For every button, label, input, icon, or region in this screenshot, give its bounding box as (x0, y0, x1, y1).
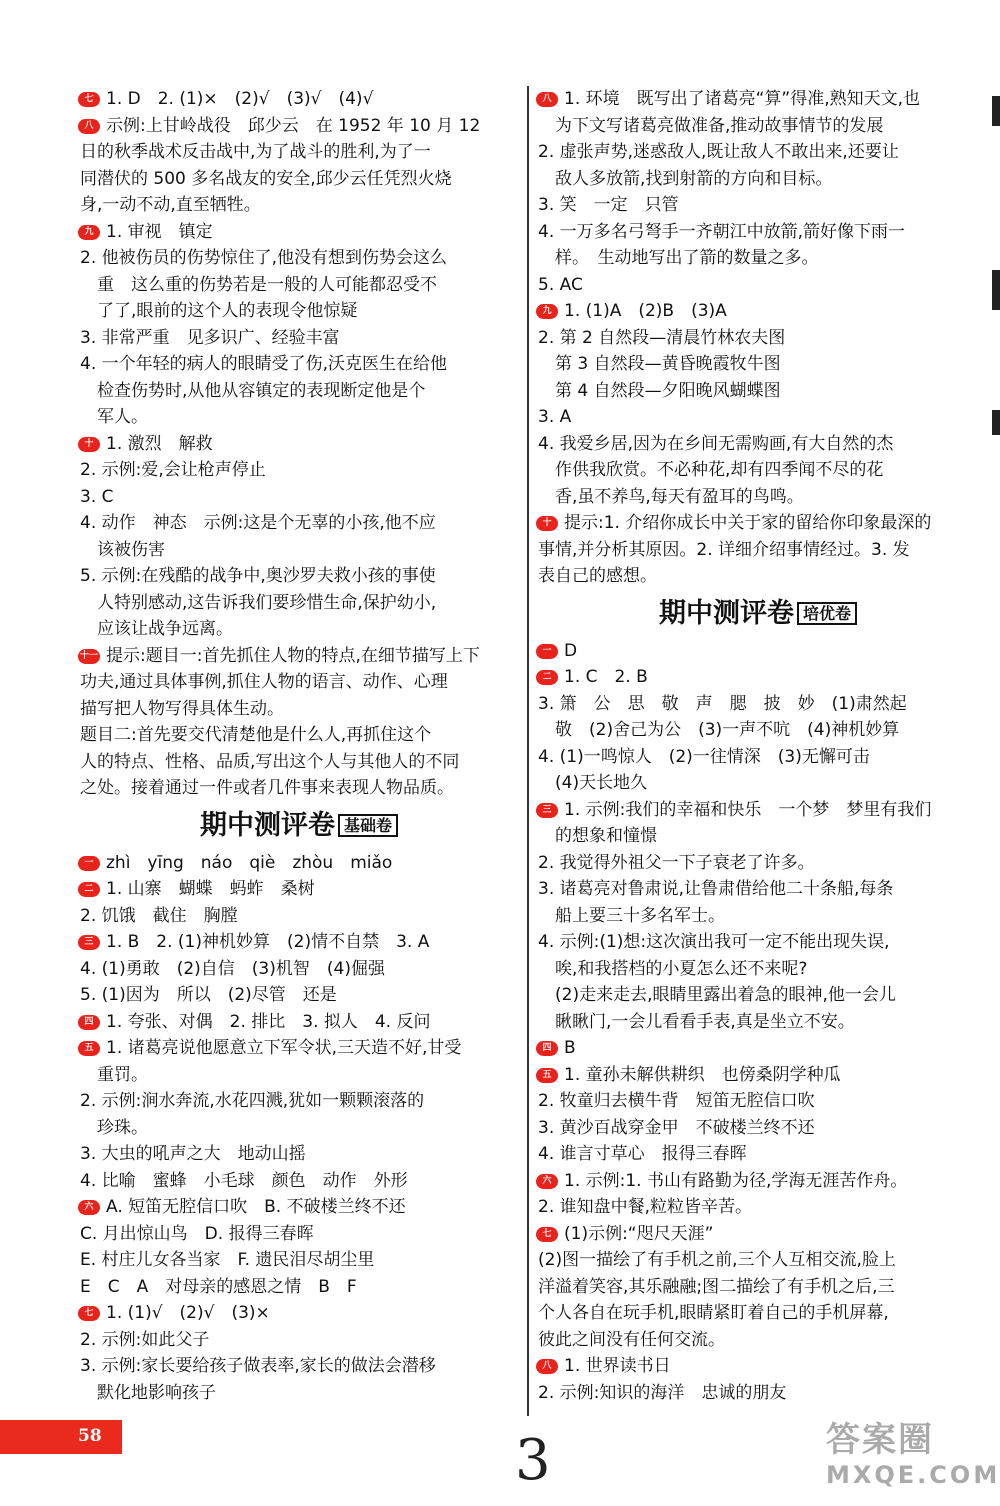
answer-line (80, 1380, 518, 1407)
answer-line (80, 929, 518, 956)
answer-line (80, 1353, 518, 1380)
question-number-badge: 七 (78, 1306, 100, 1321)
answer-line (538, 537, 978, 564)
answer-text: 2. 示例:如此父子 (80, 1329, 210, 1350)
answer-line (80, 245, 518, 272)
answer-text: 4. 示例:(1)想:这次演出我可一定不能出现失误, (538, 932, 890, 952)
answer-text: D (564, 640, 578, 661)
answer-line (80, 431, 518, 458)
answer-line (80, 86, 518, 113)
answer-line (538, 982, 978, 1009)
answer-text: 表自己的感想。 (538, 566, 657, 586)
section-heading (538, 590, 978, 638)
question-number-badge: 二 (78, 882, 100, 897)
answer-text: 船上要三十多名军士。 (538, 905, 725, 926)
answer-text: 1. 山寨 蝴蝶 蚂蚱 桑树 (106, 879, 315, 899)
answer-text: 1. 夸张、对偶 2. 排比 3. 拟人 4. 反问 (106, 1011, 431, 1032)
answer-line (538, 86, 978, 113)
answer-text: 1. D 2. (1)× (2)√ (3)√ (4)√ (106, 89, 374, 109)
answer-line (538, 903, 978, 930)
answer-text: 3. 大虫的吼声之大 地动山摇 (80, 1144, 306, 1164)
answer-line (80, 590, 518, 617)
answer-line (538, 484, 978, 511)
answer-text: 1. 环境 既写出了诸葛亮“算”得准,熟知天文,也 (564, 89, 921, 109)
question-number-badge: 八 (536, 1359, 558, 1374)
answer-line (538, 638, 978, 665)
answer-text: 敬 (2)舍己为公 (3)一声不吭 (4)神机妙算 (538, 720, 900, 740)
answer-text: 香,虽不养鸟,每天有盈耳的鸟鸣。 (538, 486, 804, 507)
answer-text: 5. 示例:在残酷的战争中,奥沙罗夫救小孩的事使 (80, 566, 436, 586)
answer-line (538, 325, 978, 352)
answer-text: 1. 激烈 解救 (106, 433, 213, 454)
answer-text: 1. (1)A (2)B (3)A (564, 301, 727, 321)
answer-text: 3. 示例:家长要给孩子做表率,家长的做法会潜移 (80, 1356, 436, 1376)
answer-text: 5. AC (538, 274, 583, 295)
answer-line (80, 1035, 518, 1062)
answer-text: 为下文写诸葛亮做准备,推动故事情节的发展 (538, 115, 884, 136)
answer-text: 1. 诸葛亮说他愿意立下军令状,三天造不好,甘受 (106, 1038, 462, 1058)
answer-text: 3. 笑 一定 只管 (538, 195, 679, 215)
answer-text: 2. 虚张声势,迷惑敌人,既让敌人不敢出来,还要让 (538, 142, 899, 162)
section-heading-title: 期中测评卷 (199, 809, 335, 841)
answer-line (80, 113, 518, 140)
answer-line (80, 1115, 518, 1142)
page-number: 58 (78, 1426, 102, 1446)
answer-line (80, 1062, 518, 1089)
question-number-badge: 五 (78, 1041, 100, 1056)
question-number-badge: 四 (536, 1041, 558, 1056)
answer-line (80, 616, 518, 643)
answer-text: zhì yīng náo qiè zhòu miǎo (106, 852, 393, 873)
page-number-tab (0, 1420, 122, 1454)
page-edge-mark (992, 410, 1000, 435)
answer-text: 敌人多放箭,找到射箭的方向和目标。 (538, 168, 833, 189)
answer-line (538, 1009, 978, 1036)
answer-line (538, 929, 978, 956)
answer-line (80, 1009, 518, 1036)
answer-line (538, 1035, 978, 1062)
page-edge-mark (992, 96, 1000, 126)
answer-text: 3. C (80, 486, 114, 507)
question-number-badge: 二 (536, 670, 558, 685)
question-number-badge: 八 (78, 119, 100, 134)
answer-line (80, 484, 518, 511)
question-number-badge: 一 (78, 856, 100, 871)
answer-text: 第 3 自然段—黄昏晚霞牧牛图 (538, 354, 781, 374)
watermark-bottom: MXQE.COM (826, 1461, 1000, 1489)
answer-text: (4)天长地久 (538, 773, 648, 793)
answer-text: 检查伤势时,从他从容镇定的表现断定他是个 (80, 380, 426, 401)
watermark-logo (826, 1412, 1000, 1500)
answer-text: 示例:上甘岭战役 邱少云 在 1952 年 10 月 12 (106, 115, 481, 136)
answer-line (538, 457, 978, 484)
answer-line (538, 351, 978, 378)
answer-line (538, 1141, 978, 1168)
answer-text: 同潜伏的 500 多名战友的安全,邱少云任凭烈火烧 (80, 168, 452, 189)
answer-line (80, 166, 518, 193)
left-column (80, 86, 518, 1406)
question-number-badge: 七 (78, 92, 100, 107)
answer-line (80, 669, 518, 696)
answer-line (80, 982, 518, 1009)
answer-text: 唉,和我搭档的小夏怎么还不来呢? (538, 958, 808, 979)
question-number-badge: 六 (78, 1200, 100, 1215)
answer-line (80, 1247, 518, 1274)
question-number-badge: 六 (536, 1174, 558, 1189)
answer-text: 1. 示例:1. 书山有路勤为径,学海无涯苦作舟。 (564, 1170, 908, 1191)
answer-line (538, 563, 978, 590)
answer-text: 第 4 自然段—夕阳晚风蝴蝶图 (538, 380, 781, 401)
answer-line (80, 1300, 518, 1327)
answer-line (80, 1274, 518, 1301)
answer-text: 2. 第 2 自然段—清晨竹林农夫图 (538, 327, 786, 348)
answer-line (538, 1353, 978, 1380)
answer-line (538, 956, 978, 983)
answer-text: (1)示例:“咫尺天涯” (564, 1223, 714, 1244)
answer-text: 提示:题目一:首先抓住人物的特点,在细节描写上下 (106, 645, 480, 666)
answer-line (80, 903, 518, 930)
question-number-badge: 四 (78, 1015, 100, 1030)
answer-text: 功夫,通过具体事例,抓住人物的语言、动作、心理 (80, 672, 448, 692)
answer-text: A. 短笛无腔信口吹 B. 不破楼兰终不还 (106, 1197, 406, 1217)
answer-text: 2. 示例:爱,会让枪声停止 (80, 460, 266, 480)
answer-line (538, 797, 978, 824)
answer-line (538, 1247, 978, 1274)
answer-text: 描写把人物写得具体生动。 (80, 698, 284, 719)
handwritten-mark: 3 (515, 1428, 551, 1493)
answer-line (538, 1168, 978, 1195)
answer-line (538, 431, 978, 458)
question-number-badge: 九 (78, 225, 100, 240)
answer-line (538, 113, 978, 140)
answer-text: 1. 审视 镇定 (106, 221, 213, 242)
answer-line (538, 272, 978, 299)
answer-line (80, 696, 518, 723)
answer-text: 2. 谁知盘中餐,粒粒皆辛苦。 (538, 1197, 753, 1217)
answer-text: 人特别感动,这告诉我们要珍惜生命,保护幼小, (80, 592, 437, 613)
answer-text: 3. A (538, 407, 572, 427)
page-edge-mark (992, 270, 1000, 310)
answer-text: 的想象和憧憬 (538, 826, 657, 846)
answer-line (80, 404, 518, 431)
answer-text: 1. B 2. (1)神机妙算 (2)情不自禁 3. A (106, 932, 430, 952)
question-number-badge: 八 (536, 92, 558, 107)
answer-text: 5. (1)因为 所以 (2)尽管 还是 (80, 985, 337, 1005)
answer-text: 样。 生动地写出了箭的数量之多。 (538, 248, 819, 268)
answer-text: 重 这么重的伤势若是一般的人可能都忍受不 (80, 274, 437, 295)
answer-text: 2. 我觉得外祖父一下子衰老了许多。 (538, 852, 815, 873)
answer-line (538, 298, 978, 325)
answer-text: 1. C 2. B (564, 667, 648, 687)
answer-line (538, 664, 978, 691)
question-number-badge: 十 (78, 437, 100, 452)
question-number-badge: 三 (536, 803, 558, 818)
answer-text: (2)图一描绘了有手机之前,三个人互相交流,脸上 (538, 1250, 896, 1270)
answer-line (538, 510, 978, 537)
answer-line (538, 1088, 978, 1115)
answer-text: 3. 诸葛亮对鲁肃说,让鲁肃借给他二十条船,每条 (538, 879, 894, 899)
answer-line (538, 1194, 978, 1221)
answer-line (538, 166, 978, 193)
answer-line (538, 717, 978, 744)
answer-line (538, 404, 978, 431)
answer-line (80, 219, 518, 246)
answer-text: 提示:1. 介绍你成长中关于家的留给你印象最深的 (564, 513, 932, 533)
answer-text: 1. 示例:我们的幸福和快乐 一个梦 梦里有我们 (564, 799, 932, 820)
answer-line (538, 1327, 978, 1354)
answer-text: C. 月出惊山鸟 D. 报得三春晖 (80, 1223, 314, 1244)
answer-text: 4. (1)勇敢 (2)自信 (3)机智 (4)倔强 (80, 958, 385, 979)
answer-line (538, 378, 978, 405)
answer-line (80, 351, 518, 378)
answer-text: 4. 我爱乡居,因为在乡间无需购画,有大自然的杰 (538, 433, 894, 454)
question-number-badge: 五 (536, 1068, 558, 1083)
answer-text: 事情,并分析其原因。2. 详细介绍事情经过。3. 发 (538, 539, 910, 560)
answer-line (538, 1274, 978, 1301)
answer-text: (2)走来走去,眼睛里露出着急的眼神,他一会儿 (538, 985, 896, 1005)
answer-text: 2. 饥饿 截住 胸膛 (80, 905, 238, 926)
answer-text: 4. 一万多名弓弩手一齐朝江中放箭,箭好像下雨一 (538, 221, 906, 242)
answer-text: 1. 世界读书日 (564, 1356, 671, 1376)
answer-text: 了了,眼前的这个人的表现令他惊疑 (80, 301, 358, 321)
answer-line (538, 245, 978, 272)
answer-line (538, 744, 978, 771)
answer-text: 个人各自在玩手机,眼睛紧盯着自己的手机屏幕, (538, 1303, 889, 1323)
answer-line (80, 643, 518, 670)
answer-text: 身,一动不动,直至牺牲。 (80, 195, 261, 215)
section-heading-subtitle: 培优卷 (797, 602, 857, 625)
answer-line (80, 272, 518, 299)
answer-line (80, 749, 518, 776)
answer-line (80, 510, 518, 537)
answer-line (538, 192, 978, 219)
answer-text: 2. 牧童归去横牛背 短笛无腔信口吹 (538, 1091, 815, 1111)
answer-line (80, 1221, 518, 1248)
question-number-badge: 十 (536, 516, 558, 531)
answer-text: 作供我欣赏。不必种花,却有四季闻不尽的花 (538, 460, 884, 480)
answer-text: 日的秋季战术反击战中,为了战斗的胜利,为了一 (80, 142, 431, 162)
watermark-top: 答案圈 (826, 1420, 934, 1460)
answer-line (80, 298, 518, 325)
answer-line (538, 850, 978, 877)
answer-text: 该被伤害 (80, 539, 165, 560)
question-number-badge: 三 (78, 935, 100, 950)
answer-line (80, 325, 518, 352)
answer-line (80, 192, 518, 219)
answer-text: 4. (1)一鸣惊人 (2)一往情深 (3)无懈可击 (538, 746, 870, 767)
answer-text: 人的特点、性格、品质,写出这个人与其他人的不同 (80, 751, 460, 772)
answer-text: 2. 示例:知识的海洋 忠诚的朋友 (538, 1382, 787, 1403)
answer-line (538, 1300, 978, 1327)
answer-line (538, 1221, 978, 1248)
answer-line (80, 956, 518, 983)
answer-text: 2. 他被伤员的伤势惊住了,他没有想到伤势会这么 (80, 248, 448, 268)
answer-line (80, 1168, 518, 1195)
answer-line (80, 378, 518, 405)
answer-text: 2. 示例:涧水奔流,水花四溅,犹如一颗颗滚落的 (80, 1091, 425, 1111)
answer-line (80, 1088, 518, 1115)
answer-line (538, 1380, 978, 1407)
answer-line (80, 850, 518, 877)
answer-text: 默化地影响孩子 (80, 1382, 216, 1403)
answer-line (80, 1327, 518, 1354)
answer-text: 珍珠。 (80, 1117, 148, 1138)
question-number-badge: 一 (536, 644, 558, 659)
answer-text: 彼此之间没有任何交流。 (538, 1329, 725, 1350)
answer-text: 瞅瞅门,一会儿看看手表,真是坐立不安。 (538, 1011, 855, 1032)
answer-text: B (564, 1038, 576, 1058)
answer-text: 题目二:首先要交代清楚他是什么人,再抓住这个 (80, 725, 432, 745)
answer-line (80, 722, 518, 749)
answer-text: E C A 对母亲的感恩之情 B F (80, 1276, 357, 1297)
section-heading-title: 期中测评卷 (658, 597, 794, 629)
answer-text: 3. 非常严重 见多识广、经验丰富 (80, 327, 340, 348)
answer-text: 洋溢着笑容,其乐融融;图二描绘了有手机之后,三 (538, 1276, 895, 1297)
answer-line (538, 1062, 978, 1089)
answer-text: 4. 谁言寸草心 报得三春晖 (538, 1144, 747, 1164)
answer-text: 重罚。 (80, 1064, 148, 1085)
answer-line (80, 876, 518, 903)
answer-text: 1. 童孙未解供耕织 也傍桑阴学种瓜 (564, 1064, 841, 1085)
answer-text: 1. (1)√ (2)√ (3)× (106, 1303, 270, 1323)
answer-text: 之处。接着通过一件或者几件事来表现人物品质。 (80, 778, 454, 798)
right-column (538, 86, 978, 1406)
answer-line (80, 1141, 518, 1168)
answer-line (80, 1194, 518, 1221)
answer-line (80, 775, 518, 802)
answer-line (538, 823, 978, 850)
answer-line (80, 563, 518, 590)
section-heading-subtitle: 基础卷 (338, 814, 398, 837)
question-number-badge: 七 (536, 1227, 558, 1242)
answer-text: 4. 比喻 蜜蜂 小毛球 颜色 动作 外形 (80, 1170, 408, 1191)
answer-text: 3. 黄沙百战穿金甲 不破楼兰终不还 (538, 1117, 815, 1138)
answer-line (538, 876, 978, 903)
answer-line (80, 139, 518, 166)
answer-text: 军人。 (80, 407, 148, 427)
answer-text: E. 村庄儿女各当家 F. 遗民泪尽胡尘里 (80, 1250, 375, 1270)
answer-line (80, 537, 518, 564)
section-heading (80, 802, 518, 850)
answer-text: 4. 动作 神态 示例:这是个无辜的小孩,他不应 (80, 513, 436, 533)
answer-line (80, 457, 518, 484)
answer-line (538, 691, 978, 718)
answer-line (538, 219, 978, 246)
answer-text: 3. 箫 公 思 敬 声 腮 披 妙 (1)肃然起 (538, 693, 907, 714)
question-number-badge: 九 (536, 304, 558, 319)
column-divider (527, 86, 529, 1416)
question-number-badge: 十一 (78, 649, 100, 664)
answer-line (538, 770, 978, 797)
answer-text: 应该让战争远离。 (80, 619, 233, 639)
answer-line (538, 1115, 978, 1142)
answer-text: 4. 一个年轻的病人的眼睛受了伤,沃克医生在给他 (80, 354, 448, 374)
answer-line (538, 139, 978, 166)
